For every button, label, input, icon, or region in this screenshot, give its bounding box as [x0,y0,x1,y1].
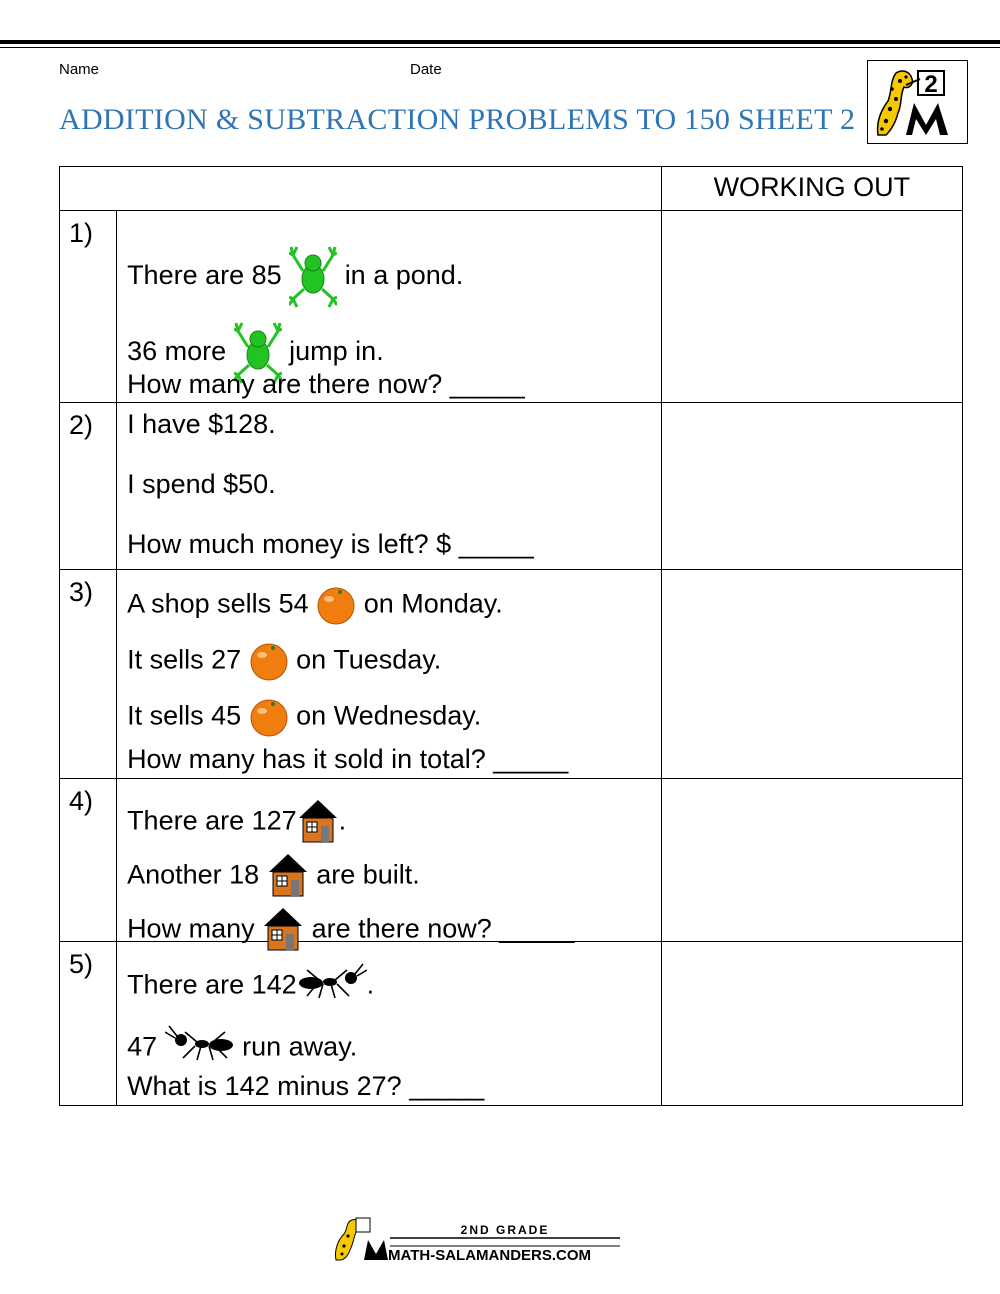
orange-icon [249,641,289,682]
problem-question [117,403,662,570]
problem-question [117,570,662,779]
problem-row [60,211,963,403]
header-blank-cell [60,167,662,211]
line-text: on Monday. [363,588,503,619]
problem-row [60,403,963,570]
salamander-logo-icon [868,61,967,143]
question-line: How many are there now? _____ [127,369,525,399]
question-line: How many has it sold in total? _____ [127,744,569,774]
question-line: What is 142 minus 27? _____ [127,1071,485,1101]
house-icon [267,852,309,901]
footer-grade-text: 2ND GRADE [460,1223,550,1237]
line-text: There are 127 [127,805,297,836]
problem-question [117,779,662,942]
ant-icon [297,962,367,1011]
question-line [127,245,463,309]
problem-number: 5) [60,942,117,1106]
ant-icon [165,1024,235,1073]
problem-row [60,570,963,779]
line-text: 47 [127,1031,158,1062]
problems-table [59,166,963,1106]
frog-icon [289,245,337,309]
line-text: Another 18 [127,859,260,890]
name-label: Name [59,61,100,78]
line-text: How many [127,913,255,944]
line-text: on Wednesday. [296,700,482,731]
working-out-cell[interactable] [661,403,962,570]
line-text: are built. [316,859,420,890]
orange-icon [316,585,356,626]
problem-row [60,779,963,942]
question-line [127,1024,357,1073]
footer-salamander-icon [330,1216,622,1262]
line-text: are there now? _____ [311,913,575,944]
line-text: A shop sells 54 [127,588,309,619]
problem-number: 1) [60,211,117,403]
working-out-cell[interactable] [661,211,962,403]
problem-number: 4) [60,779,117,942]
line-text: . [366,969,375,1000]
question-line [127,962,374,1011]
top-rule-thin [0,47,1000,48]
page-title: ADDITION & SUBTRACTION PROBLEMS TO 150 SHEET 2 [59,103,856,136]
question-line: I have $128. [127,409,276,439]
line-text: . [338,805,347,836]
date-label: Date [410,61,442,78]
orange-icon [249,697,289,738]
question-line: I spend $50. [127,469,276,499]
line-text: 36 more [127,336,227,367]
working-out-cell[interactable] [661,570,962,779]
problem-row [60,942,963,1106]
house-icon [297,798,339,847]
footer-logo [330,1216,622,1262]
question-line [127,641,441,682]
logo-grade-number: 2 [924,71,938,98]
problem-number: 3) [60,570,117,779]
table-header-row [60,167,963,211]
question-line [127,585,503,626]
footer-site-text: MATH-SALAMANDERS.COM [388,1247,592,1262]
line-text: on Tuesday. [296,644,442,675]
working-out-cell[interactable] [661,942,962,1106]
line-text: There are 142 [127,969,297,1000]
question-line: How much money is left? $ _____ [127,529,534,559]
line-text: jump in. [289,336,384,367]
problem-question [117,942,662,1106]
problem-number: 2) [60,403,117,570]
grade-logo [867,60,968,144]
working-out-cell[interactable] [661,779,962,942]
top-rule [0,40,1000,44]
question-line [127,852,420,901]
question-line [127,697,481,738]
line-text: in a pond. [344,260,464,291]
line-text: There are 85 [127,260,282,291]
problem-question [117,211,662,403]
working-out-header: WORKING OUT [661,167,962,211]
line-text: It sells 27 [127,644,242,675]
line-text: It sells 45 [127,700,242,731]
line-text: run away. [242,1031,358,1062]
question-line [127,798,346,847]
